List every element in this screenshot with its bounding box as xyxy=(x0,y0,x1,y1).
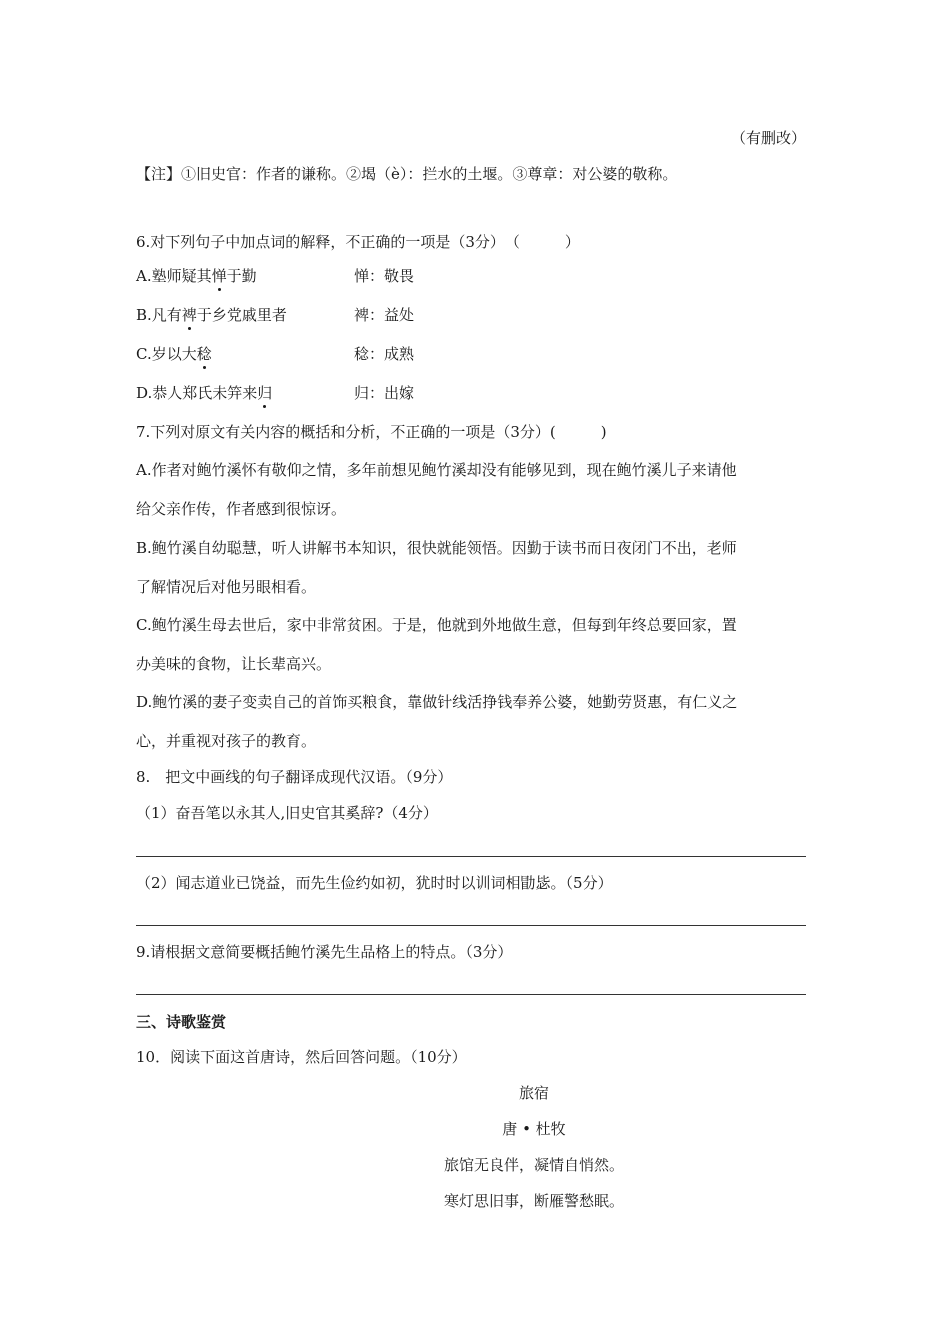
source-note: （有删改） xyxy=(730,129,806,147)
q7-option-line: A.作者对鲍竹溪怀有敬仰之情，多年前想见鲍竹溪却没有能够见到，现在鲍竹溪儿子来请他 xyxy=(136,461,737,479)
q8-stem: 8. 把文中画线的句子翻译成现代汉语。（9分） xyxy=(136,768,453,786)
poem-line: 寒灯思旧事，断雁警愁眠。 xyxy=(443,1192,624,1210)
q6-option-gloss: 稔：成熟 xyxy=(354,345,415,363)
q7-stem: 7.下列对原文有关内容的概括和分析，不正确的一项是（3分）( ) xyxy=(136,423,607,441)
emphasis-dot-word: 裨 xyxy=(181,306,197,324)
q7-option-line: 心，并重视对孩子的教育。 xyxy=(136,732,317,750)
q8-sub1: （1）奋吾笔以永其人,旧史官其奚辞?（4分） xyxy=(136,804,438,822)
q7-option-line: C.鲍竹溪生母去世后，家中非常贫困。于是，他就到外地做生意，但每到年终总要回家，置 xyxy=(136,616,737,634)
q8-sub2: （2）闻志道业已饶益，而先生俭约如初，犹时时以训词相勖毖。（5分） xyxy=(136,874,613,892)
poem-author: 唐 • 杜牧 xyxy=(502,1120,566,1138)
q7-option-line: B.鲍竹溪自幼聪慧，听人讲解书本知识，很快就能领悟。因勤于读书而日夜闭门不出，老师 xyxy=(136,539,737,557)
section-heading: 三、诗歌鉴赏 xyxy=(136,1013,227,1031)
answer-line[interactable] xyxy=(136,925,806,926)
q6-option-sentence: A.塾师疑其惮于勤 xyxy=(136,267,257,285)
q7-option-line: 办美味的食物，让长辈高兴。 xyxy=(136,655,332,673)
emphasis-dot-word: 归 xyxy=(257,384,273,402)
q7-option-line: 了解情况后对他另眼相看。 xyxy=(136,578,317,596)
answer-line[interactable] xyxy=(136,856,806,857)
q6-stem: 6.对下列句子中加点词的解释，不正确的一项是（3分） （ ） xyxy=(136,233,580,251)
q6-option-gloss: 归：出嫁 xyxy=(354,384,415,402)
q7-option-line: 给父亲作传，作者感到很惊讶。 xyxy=(136,500,347,518)
q6-option-sentence: B.凡有裨于乡党戚里者 xyxy=(136,306,287,324)
poem-title: 旅宿 xyxy=(518,1084,549,1102)
poem-line: 旅馆无良伴，凝情自悄然。 xyxy=(443,1156,624,1174)
q6-option-gloss: 裨：益处 xyxy=(354,306,415,324)
q9-stem: 9.请根据文意简要概括鲍竹溪先生品格上的特点。（3分） xyxy=(136,943,513,961)
emphasis-dot-word: 惮 xyxy=(211,267,227,285)
emphasis-dot-word: 稔 xyxy=(196,345,212,363)
q6-option-sentence: C.岁以大稔 xyxy=(136,345,212,363)
answer-line[interactable] xyxy=(136,994,806,995)
q6-option-sentence: D.恭人郑氏未笄来归 xyxy=(136,384,273,402)
q10-stem: 10．阅读下面这首唐诗，然后回答问题。（10分） xyxy=(136,1048,467,1066)
annotation-note: 【注】①旧史官：作者的谦称。②堨（è）：拦水的土堰。③尊章：对公婆的敬称。 xyxy=(136,165,678,183)
q7-option-line: D.鲍竹溪的妻子变卖自己的首饰买粮食，靠做针线活挣钱奉养公婆，她勤劳贤惠，有仁义之 xyxy=(136,693,738,711)
q6-option-gloss: 惮：敬畏 xyxy=(354,267,415,285)
